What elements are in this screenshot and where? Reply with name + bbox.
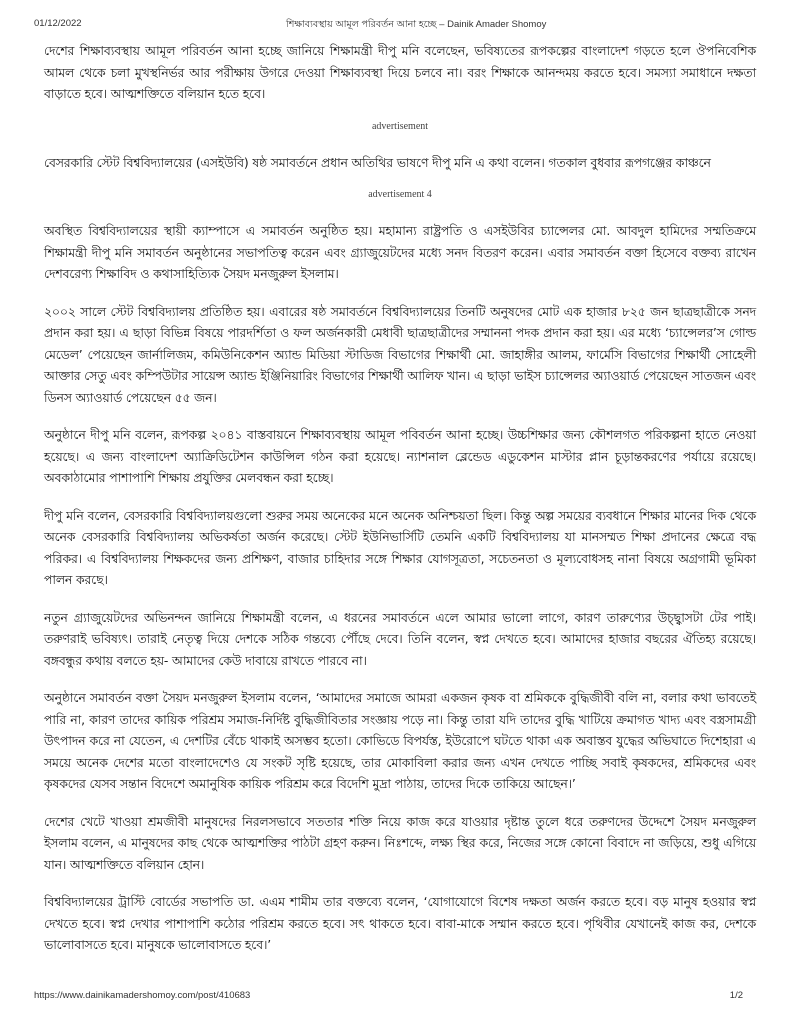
advertisement-label: advertisement 4 (368, 189, 432, 200)
article-paragraph: অনুষ্ঠানে সমাবর্তন বক্তা সৈয়দ মনজুরুল ইসলাম বলেন, ‘আমাদের সমাজে আমরা একজন কৃষক বা শ্রমিককে বুদ্ধিজীবী বলি না, বলার কথা ভাবতেই পারি না, কারণ তাদের কায়িক পরিশ্রম সমাজ-নির্দিষ্ট বুদ্ধিজীবিতার সংজ্ঞায় পড়ে না। কিন্তু তারা যদি তাদের বুদ্ধি খাটিয়ে ক্রমাগত খাদ্য এবং বস্ত্রসামগ্রী উৎপাদন করে না যেতেন, এ দেশটির বেঁচে থাকাই অসম্ভব হতো। কোভিডে বিপর্যস্ত, ইউরোপে ঘটতে থাকা এক অবাস্তব যুদ্ধের অভিঘাতে দিশেহারা এ সময়ে অনেক দেশের মতো বাংলাদেশেও যে সংকট সৃষ্টি হয়েছে, তার মোকাবিলা করার জন্য এখন দেখতে পাচ্ছি সবাই কৃষকদের, শ্রমিকদের এবং কৃষকদের যেসব সন্তান বিদেশে অমানুষিক কায়িক পরিশ্রম করে বিদেশি মুদ্রা পাঠায়, তাদের দিকে তাকিয়ে আছেন।’ (44, 690, 756, 791)
article-paragraph: অনুষ্ঠানে দীপু মনি বলেন, রূপকল্প ২০৪১ বাস্তবায়নে শিক্ষাব্যবস্থায় আমূল পবিবর্তন আনা হচ্ছে। উচ্চশিক্ষার জন্য কৌশলগত পরিকল্পনা হাতে নেওয়া হয়েছে। এ জন্য বাংলাদেশ অ্যাক্রিডিটেশন কাউন্সিল গঠন করা হয়েছে। ন্যাশনাল ব্লেন্ডেড এডুকেশন মাস্টার প্লান চূড়ান্তকরণের পর্যায়ে রয়েছে। অবকাঠামোর পাশাপাশি শিক্ষায় প্রযুক্তির মেলবন্ধন করা হচ্ছে। (44, 427, 756, 485)
print-footer (34, 990, 757, 1004)
page-number: 1/2 (729, 990, 743, 1001)
print-page-title: শিক্ষাব্যবস্থায় আমূল পরিবর্তন আনা হচ্ছে – Dainik Amader Shomoy (286, 19, 547, 30)
article-paragraph: বিশ্ববিদ্যালয়ের ট্রাস্টি বোর্ডের সভাপতি ডা. এএম শামীম তার বক্তব্যে বলেন, ‘যোগাযোগে বিশেষ দক্ষতা অর্জন করতে হবে। বড় মানুষ হওয়ার স্বপ্ন দেখতে হবে। স্বপ্ন দেখার পাশাপাশি কঠোর পরিশ্রম করতে হবে। সৎ থাকতে হবে। বাবা-মাকে সম্মান করতে হবে। পৃথিবীর যেখানেই কাজ কর, দেশকে ভালোবাসতে হবে। মানুষকে ভালোবাসতে হবে।’ (44, 894, 756, 952)
print-date: 01/12/2022 (34, 18, 82, 29)
article-paragraph: অবস্থিত বিশ্ববিদ্যালয়ের স্থায়ী ক্যাম্পাসে এ সমাবর্তন অনুষ্ঠিত হয়। মহামান্য রাষ্ট্রপতি ও এসইউবির চ্যান্সেলর মো. আবদুল হামিদের সম্মতিক্রমে শিক্ষামন্ত্রী দীপু মনি সমাবর্তন অনুষ্ঠানের সভাপতিত্ব করেন এবং গ্র্যাজুয়েটদের মধ্যে সনদ বিতরণ করেন। এবার সমাবর্তন বক্তা হিসেবে বক্তব্য রাখেন দেশবরেণ্য শিক্ষাবিদ ও কথাসাহিত্যিক সৈয়দ মনজুরুল ইসলাম। (44, 223, 756, 281)
advertisement-label: advertisement (371, 120, 429, 132)
article-paragraph: নতুন গ্র্যাজুয়েটদের অভিনন্দন জানিয়ে শিক্ষামন্ত্রী বলেন, এ ধরনের সমাবর্তনে এলে আমার ভালো লাগে, কারণ তারুণ্যের উচ্ছ্বাসটা টের পাই। তরুণরাই ভবিষ্যৎ। তারাই নেতৃত্ব দিয়ে দেশকে সঠিক গন্তব্যে পৌঁছে দেবে। তিনি বলেন, স্বপ্ন দেখতে হবে। আমাদের হাজার বছরের ঐতিহ্য রয়েছে। বঙ্গবন্ধুর কথায় বলতে হয়- আমাদের কেউ দাবায়ে রাখতে পারবে না। (44, 609, 756, 668)
article-paragraph: দেশের খেটে খাওয়া শ্রমজীবী মানুষদের নিরলসভাবে সততার শক্তি নিয়ে কাজ করে যাওয়ার দৃষ্টান্ত তুলে ধরে তরুণদের উদ্দেশে সৈয়দ মনজুরুল ইসলাম বলেন, এ মানুষদের কাছ থেকে আত্মশক্তির পাঠটা গ্রহণ করুন। নিঃশব্দে, লক্ষ্য স্থির করে, নিজের সঙ্গে কোনো বিবাদে না জড়িয়ে, শুধু এগিয়ে যান। আত্মশক্তিতে বলিয়ান হোন। (44, 813, 756, 872)
article-paragraph: ২০০২ সালে স্টেট বিশ্ববিদ্যালয় প্রতিষ্ঠিত হয়। এবারের ষষ্ঠ সমাবর্তনে বিশ্ববিদ্যালয়ের তিনটি অনুষদের মোট এক হাজার ৮২৫ জন ছাত্রছাত্রীকে সনদ প্রদান করা হয়। এ ছাড়া বিভিন্ন বিষয়ে পারদর্শিতা ও ফল অর্জনকারী মেধাবী ছাত্রছাত্রীদের সম্মাননা পদক প্রদান করা হয়। এর মধ্যে ‘চ্যান্সেলর’স গোল্ড মেডেল’ পেয়েছেন জার্নালিজম, কমিউনিকেশন অ্যান্ড মিডিয়া স্টাডিজ বিভাগের শিক্ষার্থী মো. জাহাঙ্গীর আলম, ফার্মেসি বিভাগের শিক্ষার্থী সোহেলী আক্তার সেতু এবং কম্পিউটার সায়েন্স অ্যান্ড ইঞ্জিনিয়ারিং বিভাগের শিক্ষার্থী আলিফ খান। এ ছাড়া ভাইস চ্যান্সেলর অ্যাওয়ার্ড পেয়েছেন সাতজন এবং ডিনস অ্যাওয়ার্ড পেয়েছেন ৫৫ জন। (44, 303, 756, 405)
article-paragraph: দীপু মনি বলেন, বেসরকারি বিশ্ববিদ্যালয়গুলো শুরুর সময় অনেকের মনে অনেক অনিশ্চয়তা ছিল। কিন্তু অল্প সময়ের ব্যবধানে শিক্ষার মানের দিক থেকে অনেক বেসরকারি বিশ্ববিদ্যালয় অভিকর্ষতা অর্জন করেছে। স্টেট ইউনিভার্সিটি তেমনি একটি বিশ্ববিদ্যালয় যা মানসম্মত শিক্ষা প্রদানের ক্ষেত্রে বদ্ধ পরিকর। এ বিশ্ববিদ্যালয় শিক্ষকদের জন্য প্রশিক্ষণ, বাজার চাহিদার সঙ্গে শিক্ষার যোগসূত্রতা, সচেতনতা ও মূল্যবোধসহ নানা বিষয়ে অগ্রগামী ভূমিকা পালন করছে। (44, 507, 756, 587)
print-header (34, 18, 757, 32)
page-url-link[interactable]: https://www.dainikamadershomoy.com/post/410683 (34, 990, 251, 1001)
article-body (44, 40, 756, 972)
article-paragraph: দেশের শিক্ষাব্যবস্থায় আমূল পরিবর্তন আনা হচ্ছে জানিয়ে শিক্ষামন্ত্রী দীপু মনি বলেছেন, ভবিষ্যতের রূপকল্পের বাংলাদেশ গড়তে হলে ঔপনিবেশিক আমল থেকে চলা মুখস্থনির্ভর আর পরীক্ষায় উগরে দেওয়া শিক্ষাব্যবস্থা দিয়ে চলবে না। বরং শিক্ষাকে আনন্দময় করতে হবে। সমস্যা সমাধানে দক্ষতা বাড়াতে হবে। আত্মশক্তিতে বলিয়ান হতে হবে। (44, 43, 756, 101)
article-paragraph: বেসরকারি স্টেট বিশ্ববিদ্যালয়ের (এসইউবি) ষষ্ঠ সমাবর্তনে প্রধান অতিথির ভাষণে দীপু মনি এ কথা বলেন। গতকাল বুধবার রূপগঞ্জের কাঞ্চনে (44, 154, 711, 170)
